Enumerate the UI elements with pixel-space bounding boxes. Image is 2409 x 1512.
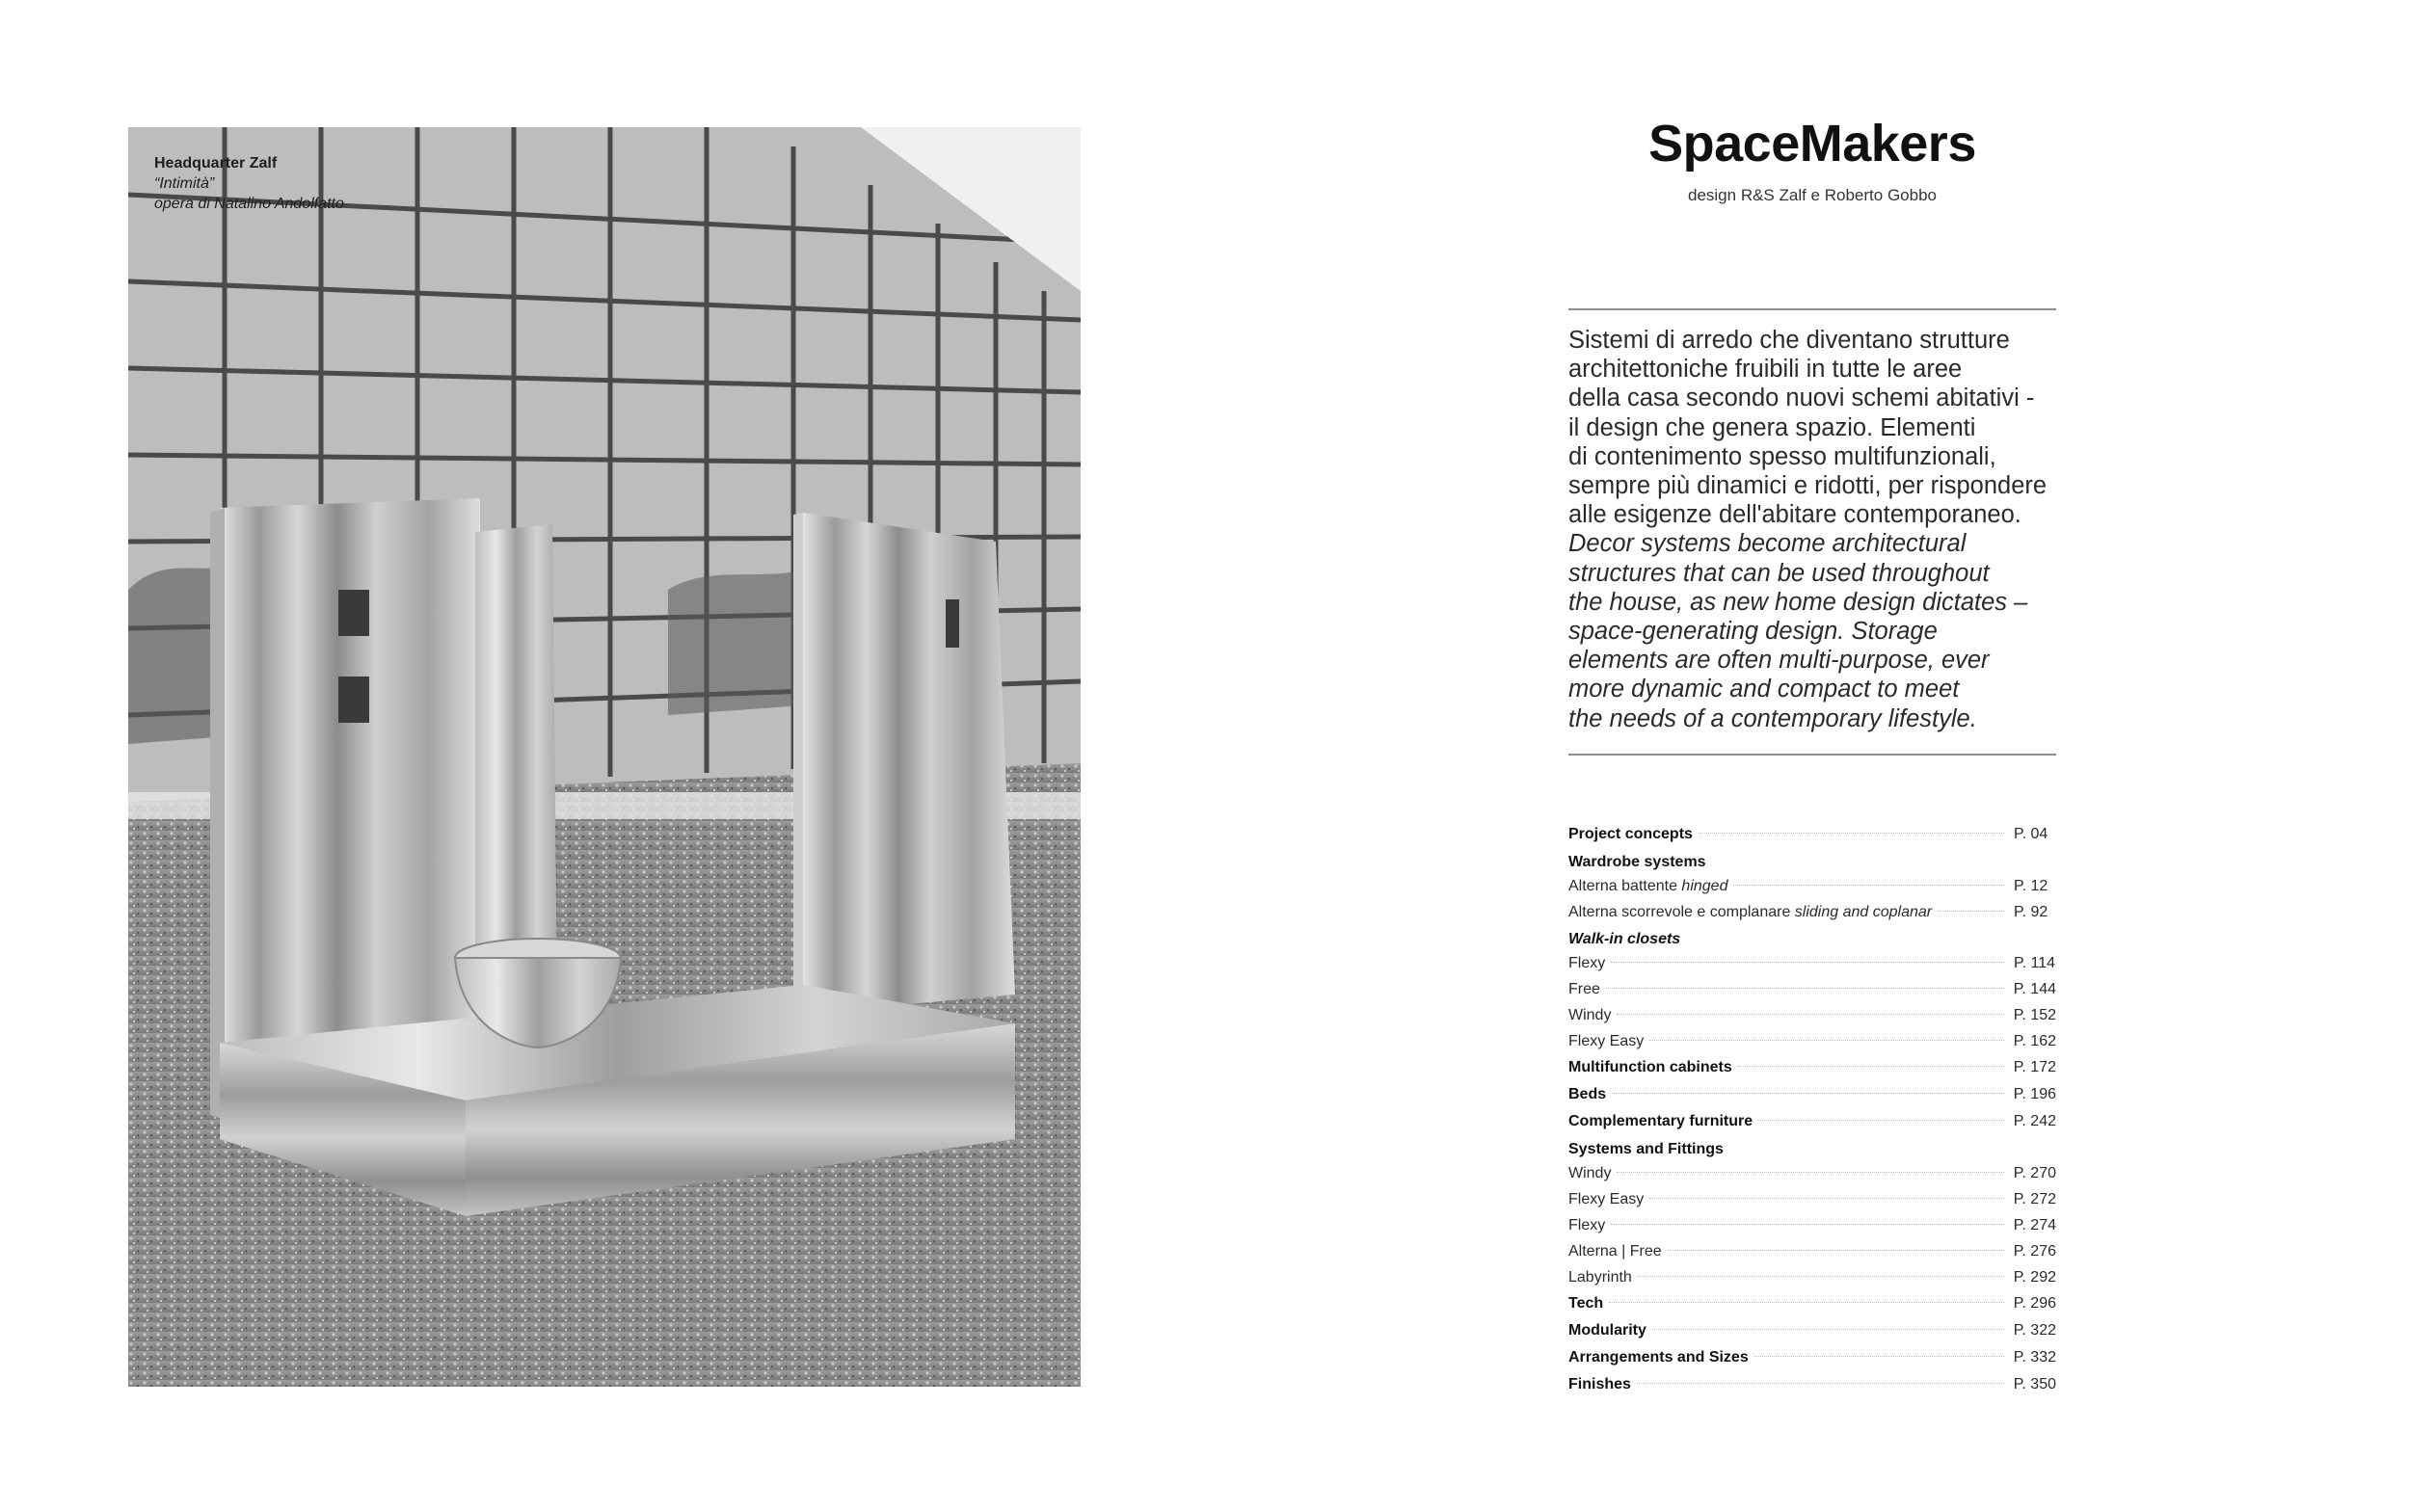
table-of-contents	[1568, 821, 2056, 1398]
toc-label: Labyrinth	[1568, 1269, 1632, 1286]
toc-entry-systems[interactable]	[1568, 1160, 2056, 1186]
intro-line: architettoniche fruibili in tutte le aree	[1568, 356, 1963, 384]
toc-label: Modularity	[1568, 1322, 1646, 1339]
sculpture-photo-illustration	[128, 127, 1081, 1387]
toc-entry-project-concepts[interactable]	[1568, 821, 2056, 848]
toc-label: Windy	[1568, 1165, 1612, 1181]
toc-leader	[1738, 1066, 2004, 1067]
toc-entry-main[interactable]	[1568, 1108, 2056, 1135]
toc-entry-alterna-battente[interactable]	[1568, 873, 2056, 899]
intro-line: alle esigenze dell'abitare contemporaneo.	[1568, 501, 2021, 529]
intro-line: sempre più dinamici e ridotti, per rispondere	[1568, 472, 2048, 500]
toc-entry-walkin[interactable]	[1568, 950, 2056, 976]
toc-leader	[1611, 1224, 2004, 1225]
toc-page: P. 04	[2014, 826, 2048, 842]
toc-label: Alterna | Free	[1568, 1243, 1662, 1260]
toc-entry-main[interactable]	[1568, 1344, 2056, 1371]
toc-page: P. 332	[2013, 1349, 2056, 1366]
intro-text	[1568, 326, 2070, 733]
toc-leader	[1609, 1302, 2004, 1303]
intro-line-english: more dynamic and compact to meet	[1568, 676, 1960, 703]
intro-line: il design che genera spazio. Elementi	[1568, 413, 1976, 441]
toc-leader	[1638, 1276, 2004, 1277]
toc-entry-walkin[interactable]	[1568, 1002, 2056, 1028]
toc-label-italic: sliding and coplanar	[1794, 904, 1933, 920]
toc-entry-main[interactable]	[1568, 1371, 2056, 1398]
toc-label: Multifunction cabinets	[1568, 1059, 1732, 1075]
toc-leader	[1668, 1250, 2004, 1251]
toc-leader	[1612, 1093, 2004, 1094]
toc-label: Flexy Easy	[1568, 1191, 1645, 1207]
intro-line-english: the needs of a contemporary lifestyle.	[1568, 704, 1977, 732]
toc-leader	[1938, 911, 2004, 912]
toc-entry-main[interactable]	[1568, 1054, 2056, 1081]
intro-line: della casa secondo nuovi schemi abitativi -	[1568, 385, 2035, 412]
intro-line-english: structures that can be used throughout	[1568, 559, 1990, 587]
toc-label: Flexy	[1568, 955, 1606, 971]
toc-page: P. 114	[2014, 955, 2056, 971]
toc-page: P. 272	[2013, 1191, 2056, 1207]
toc-leader	[1649, 1198, 2004, 1199]
intro-line: di contenimento spesso multifunzionali,	[1568, 442, 1996, 470]
toc-entry-main[interactable]	[1568, 1317, 2056, 1344]
page-subtitle: design R&S Zalf e Roberto Gobbo	[1688, 186, 1937, 204]
toc-label-text: Alterna scorrevole e complanare	[1568, 904, 1795, 920]
toc-page: P. 144	[2013, 981, 2056, 997]
toc-heading-walkin: Walk-in closets	[1568, 931, 1681, 947]
toc-leader	[1637, 1383, 2004, 1384]
toc-leader	[1699, 833, 2004, 834]
divider-top	[1568, 308, 2056, 310]
toc-page: P. 92	[2014, 904, 2048, 920]
caption-title: Headquarter Zalf	[154, 155, 278, 172]
toc-page: P. 296	[2013, 1295, 2056, 1312]
toc-label: Free	[1568, 981, 1600, 997]
toc-page: P. 276	[2013, 1243, 2056, 1260]
intro-line-english: the house, as new home design dictates –	[1568, 588, 2028, 616]
toc-label	[1568, 899, 1932, 925]
toc-label: Finishes	[1568, 1376, 1631, 1393]
toc-label: Tech	[1568, 1295, 1604, 1312]
toc-leader	[1754, 1356, 2004, 1357]
toc-label: Project concepts	[1568, 826, 1693, 842]
toc-leader	[1617, 1172, 2003, 1173]
toc-page: P. 322	[2013, 1322, 2056, 1339]
toc-label: Flexy Easy	[1568, 1033, 1645, 1049]
intro-line-english: space-generating design. Storage	[1568, 618, 1938, 646]
toc-page: P. 292	[2013, 1269, 2056, 1286]
divider-bottom	[1568, 754, 2056, 756]
toc-leader	[1606, 988, 2004, 989]
toc-page: P. 12	[2014, 878, 2048, 894]
toc-label: Complementary furniture	[1568, 1113, 1753, 1129]
toc-label: Windy	[1568, 1007, 1612, 1023]
toc-page: P. 172	[2013, 1059, 2056, 1075]
toc-entry-systems[interactable]	[1568, 1212, 2056, 1238]
page-title: SpaceMakers	[1648, 115, 1976, 172]
toc-page: P. 242	[2013, 1113, 2056, 1129]
toc-page: P. 196	[2013, 1086, 2056, 1102]
toc-entry-main[interactable]	[1568, 1081, 2056, 1108]
toc-heading-systems: Systems and Fittings	[1568, 1141, 1724, 1157]
toc-page: P. 162	[2013, 1033, 2056, 1049]
toc-leader	[1652, 1329, 2004, 1330]
caption-credit: opera di Natalino Andolfatto	[154, 196, 344, 212]
toc-label-text: Alterna battente	[1568, 878, 1682, 894]
toc-label: Beds	[1568, 1086, 1607, 1102]
toc-label	[1568, 873, 1727, 899]
toc-page: P. 152	[2013, 1007, 2056, 1023]
toc-heading-wardrobe: Wardrobe systems	[1568, 854, 1706, 870]
toc-label: Arrangements and Sizes	[1568, 1349, 1749, 1366]
toc-entry-main[interactable]	[1568, 1290, 2056, 1317]
intro-line-english: elements are often multi-purpose, ever	[1568, 647, 1990, 675]
toc-label: Flexy	[1568, 1217, 1606, 1233]
caption-subtitle: “Intimità”	[154, 175, 215, 192]
toc-entry-systems[interactable]	[1568, 1238, 2056, 1264]
toc-leader	[1611, 962, 2004, 963]
toc-entry-walkin[interactable]	[1568, 976, 2056, 1002]
photo-caption	[154, 153, 344, 214]
toc-entry-walkin[interactable]	[1568, 1028, 2056, 1054]
toc-entry-alterna-scorrevole[interactable]	[1568, 899, 2056, 925]
intro-line-english: Decor systems become architectural	[1568, 530, 1967, 558]
sculpture-photo	[128, 127, 1081, 1387]
toc-page: P. 350	[2013, 1376, 2056, 1393]
toc-page: P. 270	[2013, 1165, 2056, 1181]
toc-page: P. 274	[2013, 1217, 2056, 1233]
toc-leader	[1617, 1014, 2003, 1015]
toc-leader	[1758, 1120, 2004, 1121]
toc-entry-systems[interactable]	[1568, 1186, 2056, 1212]
toc-leader	[1649, 1040, 2004, 1041]
intro-line: Sistemi di arredo che diventano strutture	[1568, 327, 2010, 354]
toc-leader	[1733, 885, 2004, 886]
toc-label-italic: hinged	[1681, 878, 1728, 894]
toc-entry-systems[interactable]	[1568, 1264, 2056, 1290]
